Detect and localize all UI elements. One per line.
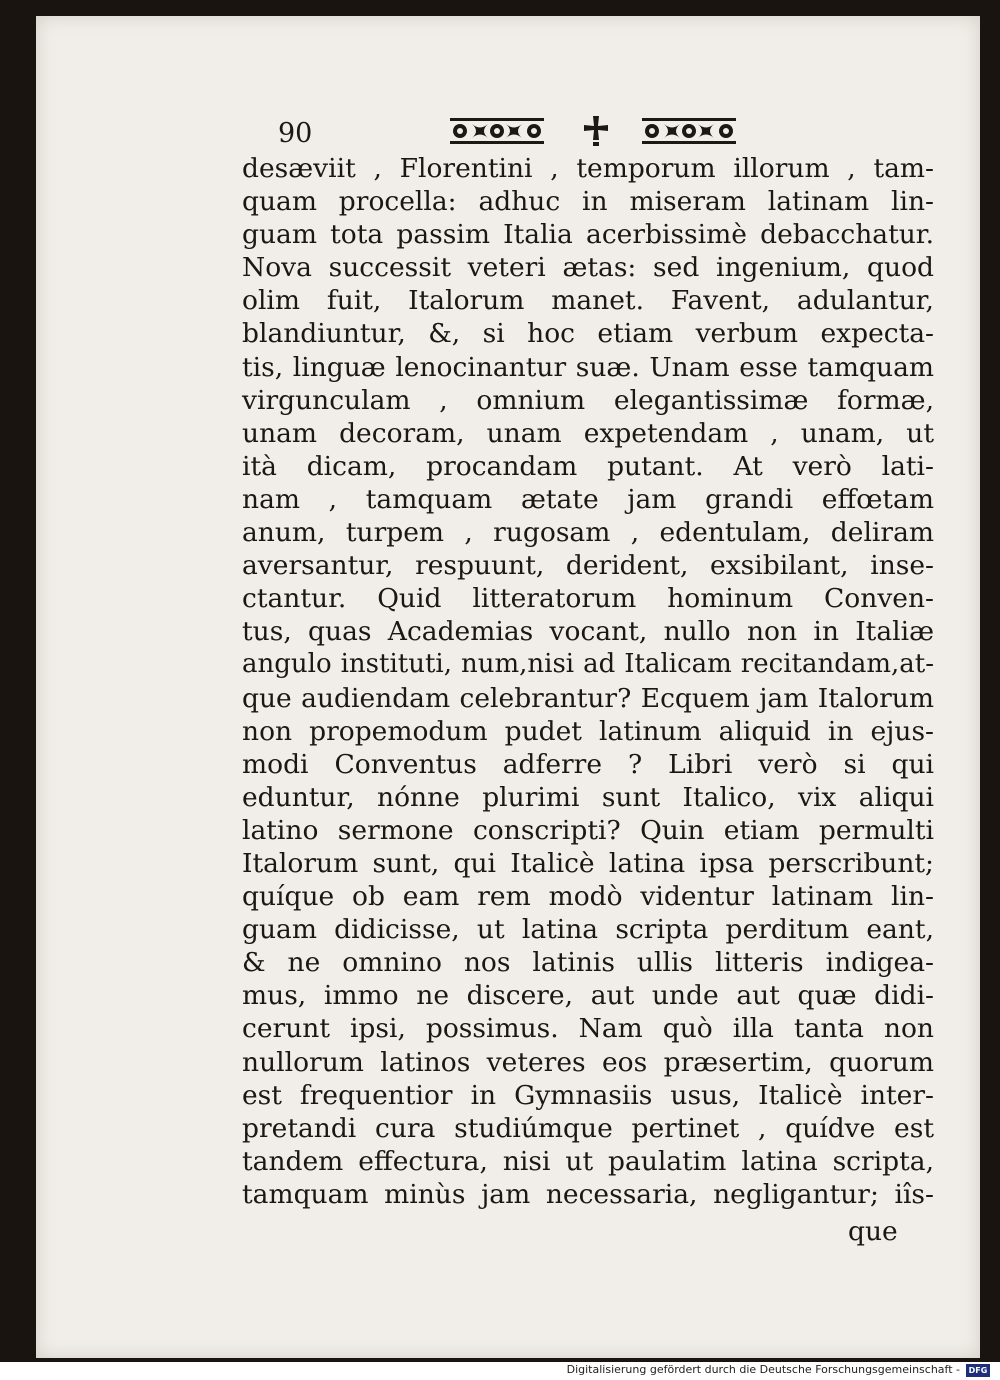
dfg-logo-icon: DFG [966, 1364, 990, 1377]
text-line: nam , tamquam ætate jam grandi effœtam [242, 483, 934, 515]
text-line: virgunculam , omnium elegantissimæ formæ, [242, 384, 934, 416]
text-line: anum, turpem , rugosam , edentulam, deliram [242, 517, 934, 549]
text-line: tandem effectura, nisi ut paulatim latina scripta, [242, 1145, 934, 1177]
text-line: ctantur. Quid litteratorum hominum Conven- [242, 583, 934, 615]
footer-bar [0, 1362, 1000, 1380]
body-text [242, 152, 934, 1211]
text-line: mus, immo ne discere, aut unde aut quæ didi- [242, 980, 934, 1012]
text-line: angulo instituti, num,nisi ad Italicam recitandam,at- [242, 649, 934, 680]
page-header [36, 114, 980, 154]
text-line: non propemodum pudet latinum aliquid in ejus- [242, 715, 934, 747]
text-line: cerunt ipsi, possimus. Nam quò illa tanta non [242, 1013, 934, 1045]
text-line: tamquam minùs jam necessaria, negligantur; iîs- [242, 1178, 934, 1210]
text-line: est frequentior in Gymnasiis usus, Italicè inter- [242, 1079, 934, 1111]
text-line: que audiendam celebrantur? Ecquem jam Italorum [242, 682, 934, 714]
text-line: eduntur, nónne plurimi sunt Italico, vix aliqui [242, 781, 934, 813]
text-line: unam decoram, unam expetendam , unam, ut [242, 417, 934, 449]
text-line: guam didicisse, ut latina scripta perditum eant, [242, 914, 934, 946]
ornament-right-icon [640, 114, 738, 148]
text-line: nullorum latinos veteres eos præsertim, quorum [242, 1046, 934, 1078]
text-line: latino sermone conscripti? Quin etiam permulti [242, 814, 934, 846]
text-line: ità dicam, procandam putant. At verò lati- [242, 450, 934, 482]
text-line: & ne omnino nos latinis ullis litteris indigea- [242, 947, 934, 979]
text-line: pretandi cura studiúmque pertinet , quídve est [242, 1112, 934, 1144]
text-line: Italorum sunt, qui Italicè latina ipsa perscribunt; [242, 847, 934, 879]
text-line: blandiuntur, &, si hoc etiam verbum expecta- [242, 318, 934, 350]
text-line: desæviit , Florentini , temporum illorum , tam- [242, 153, 934, 184]
text-line: Nova successit veteri ætas: sed ingenium, quod [242, 252, 934, 284]
catchword: que [848, 1216, 898, 1247]
page-number: 90 [278, 118, 313, 149]
text-line: tis, linguæ lenocinantur suæ. Unam esse tamquam [242, 351, 934, 383]
text-line: aversantur, respuunt, derident, exsibilant, inse- [242, 550, 934, 582]
cross-ornament-icon [580, 114, 612, 148]
ornament-left-icon [448, 114, 546, 148]
funding-credit: Digitalisierung gefördert durch die Deutsche Forschungsgemeinschaft - [566, 1363, 960, 1376]
book-page [36, 16, 980, 1358]
text-line: olim fuit, Italorum manet. Favent, adulantur, [242, 285, 934, 317]
text-line: guam tota passim Italia acerbissimè debacchatur. [242, 219, 934, 251]
text-line: quam procella: adhuc in miseram latinam lin- [242, 186, 934, 218]
text-line: tus, quas Academias vocant, nullo non in Italiæ [242, 616, 934, 648]
text-line: modi Conventus adferre ? Libri verò si qui [242, 748, 934, 780]
text-line: quíque ob eam rem modò videntur latinam lin- [242, 881, 934, 913]
